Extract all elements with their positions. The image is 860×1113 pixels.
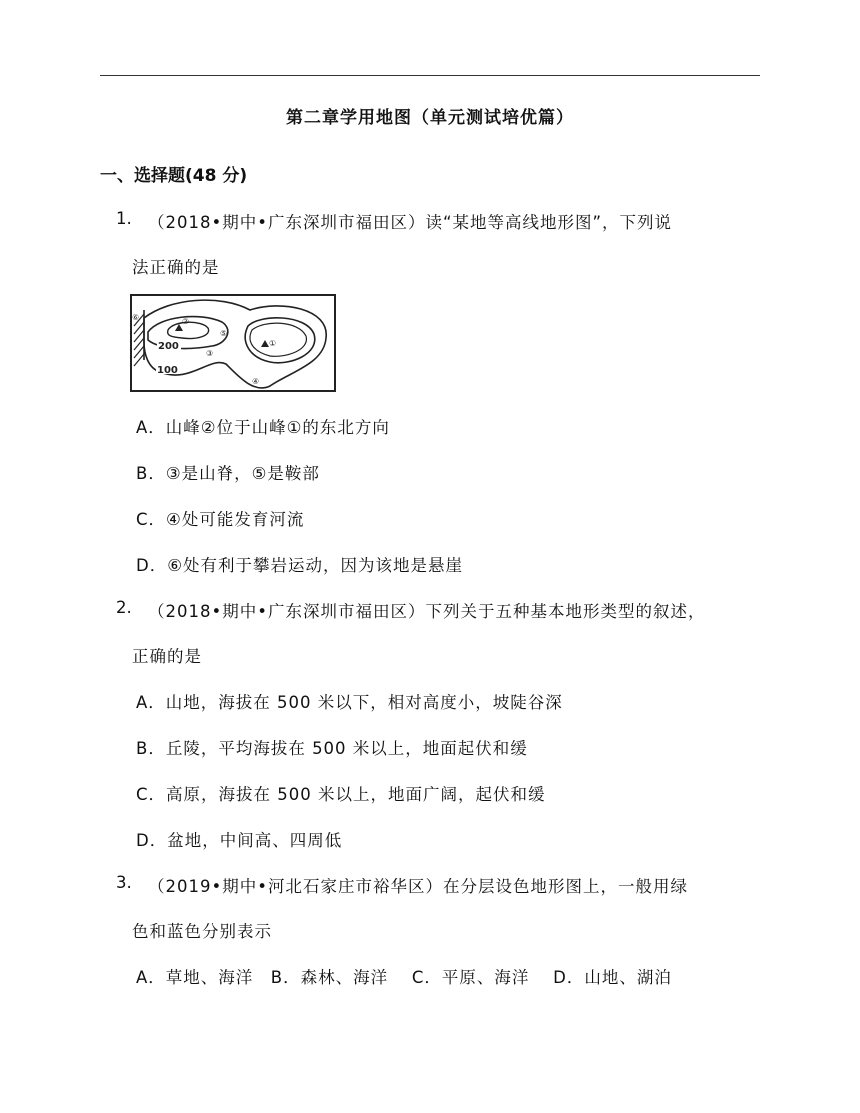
question-1-option-c: C．④处可能发育河流 (136, 510, 305, 529)
header-rule (100, 75, 760, 76)
question-2-stem-line2: 正确的是 (132, 647, 202, 666)
question-2-number: 2. (116, 598, 132, 617)
question-3-stem-line1: （2019•期中•河北石家庄市裕华区）在分层设色地形图上，一般用绿 (148, 877, 688, 896)
page-title: 第二章学用地图（单元测试培优篇） (286, 108, 574, 128)
question-2-option-a: A．山地，海拔在 500 米以下，相对高度小，坡陡谷深 (136, 693, 563, 712)
label-2: ② (182, 317, 190, 326)
question-1-option-d: D．⑥处有利于攀岩运动，因为该地是悬崖 (136, 556, 463, 575)
question-1-number: 1. (116, 209, 132, 228)
question-2-option-d: D．盆地，中间高、四周低 (136, 831, 343, 850)
label-1: ① (269, 339, 277, 348)
label-contour-200: 200 (158, 341, 179, 352)
question-2-option-c: C．高原，海拔在 500 米以上，地面广阔，起伏和缓 (136, 785, 546, 804)
question-3-stem-line2: 色和蓝色分别表示 (132, 922, 272, 941)
question-3-options: A．草地、海洋 B．森林、海洋 C．平原、海洋 D．山地、湖泊 (136, 968, 672, 987)
label-contour-100: 100 (157, 365, 178, 376)
contour-map-figure (130, 294, 336, 392)
question-1-option-b: B．③是山脊，⑤是鞍部 (136, 464, 320, 483)
question-3-number: 3. (116, 873, 132, 892)
question-1-stem-line2: 法正确的是 (132, 258, 220, 277)
label-4: ④ (252, 377, 260, 386)
question-2-option-b: B．丘陵，平均海拔在 500 米以上，地面起伏和缓 (136, 739, 528, 758)
question-1-stem-line1: （2018•期中•广东深圳市福田区）读“某地等高线地形图”，下列说 (148, 213, 673, 232)
question-2-stem-line1: （2018•期中•广东深圳市福田区）下列关于五种基本地形类型的叙述， (148, 602, 706, 621)
label-3: ③ (206, 349, 214, 358)
label-6: ⑥ (132, 313, 140, 322)
question-1-option-a: A．山峰②位于山峰①的东北方向 (136, 418, 390, 437)
section-heading: 一、选择题(48 分) (100, 166, 248, 186)
label-5: ⑤ (220, 329, 228, 338)
